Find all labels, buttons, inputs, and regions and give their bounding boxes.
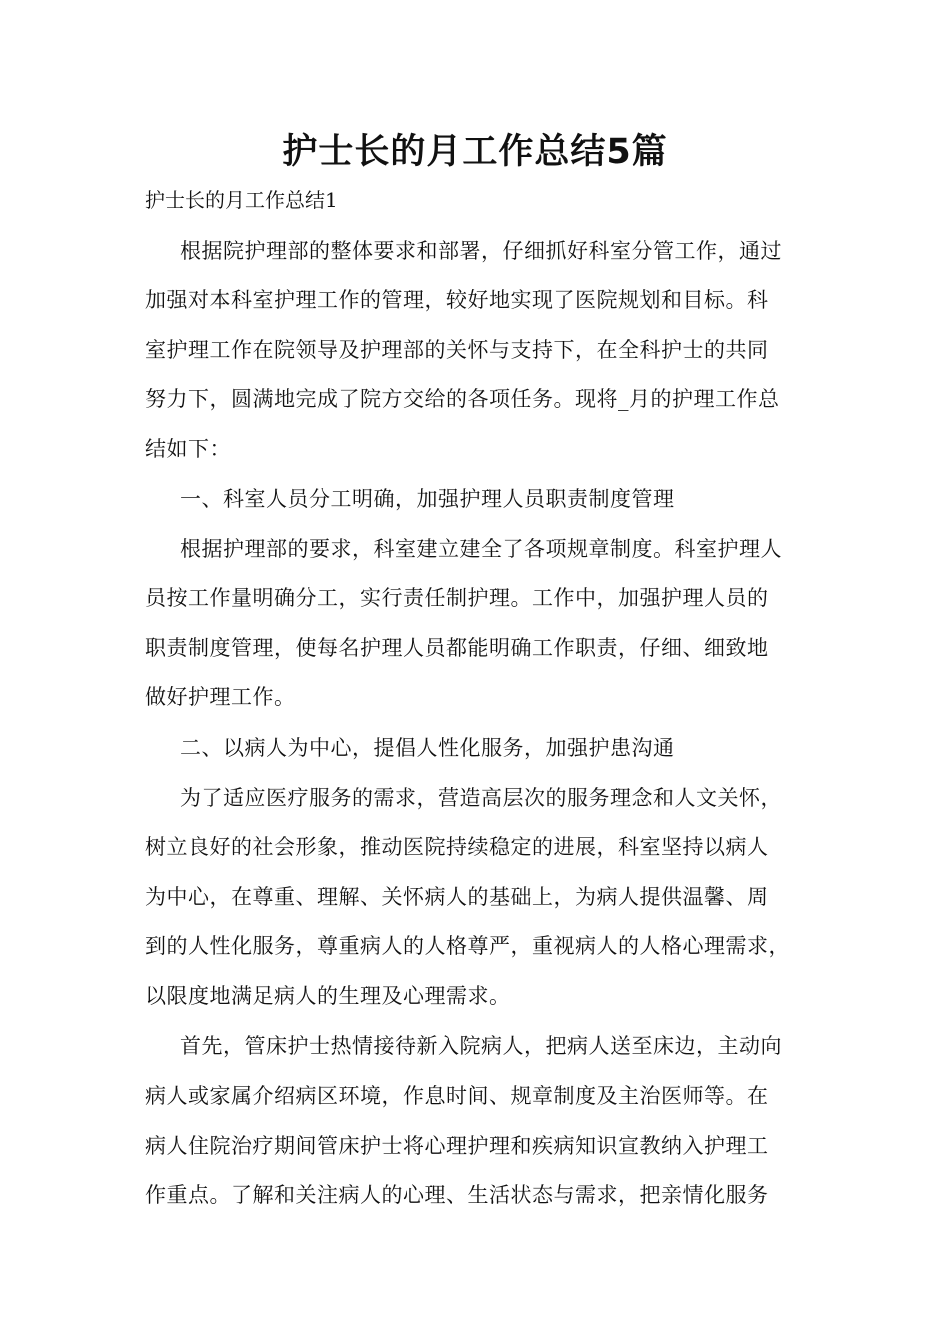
paragraph-line: 作重点。了解和关注病人的心理、生活状态与需求，把亲情化服务 [145, 1183, 769, 1207]
paragraph-line: 职责制度管理，使每名护理人员都能明确工作职责，仔细、细致地 [145, 636, 769, 660]
paragraph-line: 病人或家属介绍病区环境，作息时间、规章制度及主治医师等。在 [145, 1084, 769, 1108]
paragraph-line: 结如下： [145, 437, 231, 461]
paragraph-line: 加强对本科室护理工作的管理，较好地实现了医院规划和目标。科 [145, 288, 769, 312]
paragraph-line: 根据护理部的要求，科室建立建全了各项规章制度。科室护理人 [180, 537, 782, 561]
document-title: 护士长的月工作总结5篇 [282, 132, 668, 172]
section-heading: 二、以病人为中心，提倡人性化服务，加强护患沟通 [180, 736, 675, 760]
paragraph-line: 以限度地满足病人的生理及心理需求。 [145, 984, 511, 1008]
paragraph-line: 为了适应医疗服务的需求，营造高层次的服务理念和人文关怀， [180, 786, 782, 810]
paragraph-line: 室护理工作在院领导及护理部的关怀与支持下，在全科护士的共同 [145, 338, 769, 362]
paragraph-line: 员按工作量明确分工，实行责任制护理。工作中，加强护理人员的 [145, 586, 769, 610]
paragraph-line: 树立良好的社会形象，推动医院持续稳定的进展，科室坚持以病人 [145, 835, 769, 859]
paragraph-line: 首先，管床护士热情接待新入院病人，把病人送至床边，主动向 [180, 1034, 782, 1058]
paragraph-line: 为中心，在尊重、理解、关怀病人的基础上，为病人提供温馨、周 [145, 885, 769, 909]
paragraph-line: 到的人性化服务，尊重病人的人格尊严，重视病人的人格心理需求， [145, 934, 790, 958]
paragraph-line: 病人住院治疗期间管床护士将心理护理和疾病知识宣教纳入护理工 [145, 1134, 769, 1158]
section-heading: 一、科室人员分工明确，加强护理人员职责制度管理 [180, 487, 675, 511]
paragraph-line: 根据院护理部的整体要求和部署，仔细抓好科室分管工作，通过 [180, 239, 782, 263]
paragraph-line: 努力下，圆满地完成了院方交给的各项任务。现将_月的护理工作总 [145, 387, 780, 411]
document-subtitle: 护士长的月工作总结1 [145, 188, 338, 212]
paragraph-line: 做好护理工作。 [145, 685, 296, 709]
